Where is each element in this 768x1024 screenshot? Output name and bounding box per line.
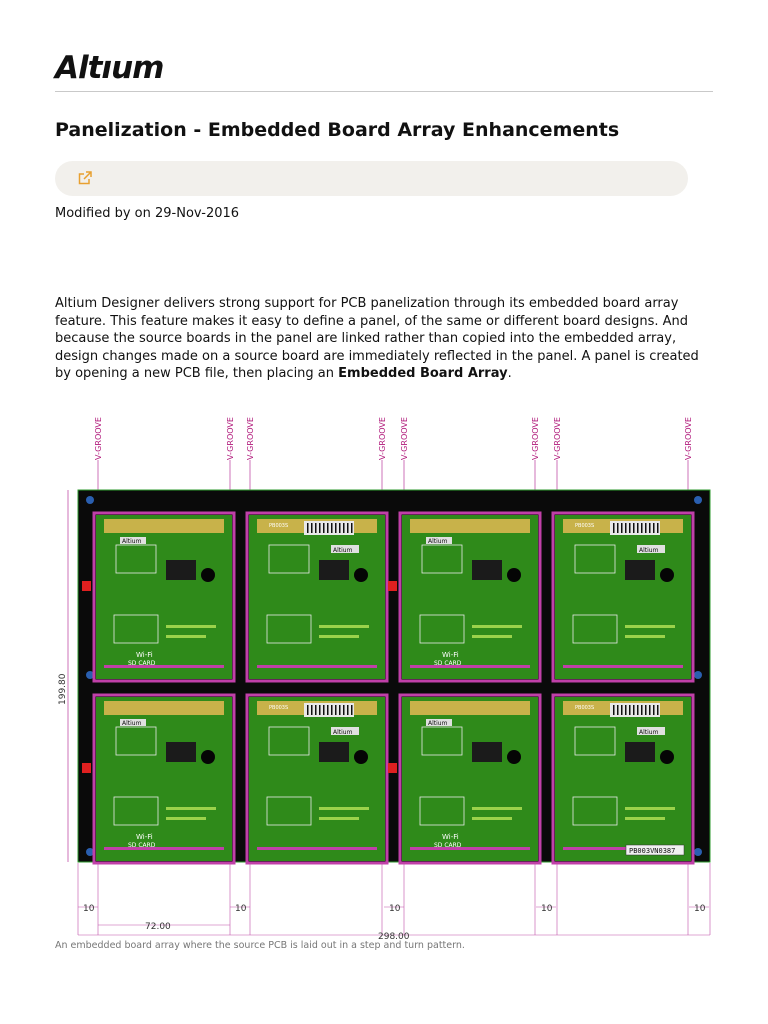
bad-board-mark — [82, 581, 91, 591]
barcode-bar — [335, 523, 337, 533]
v-groove-label: V-GROOVE — [531, 417, 540, 460]
trace — [625, 625, 675, 628]
intro-end: . — [507, 366, 512, 382]
barcode-bar — [637, 705, 639, 715]
v-groove-label: V-GROOVE — [246, 417, 255, 460]
board-label-sdcard: SD CARD — [434, 660, 462, 667]
barcode-bar — [323, 705, 325, 715]
barcode-bar — [311, 523, 313, 533]
trace — [166, 807, 216, 810]
barcode-bar — [633, 523, 635, 533]
barcode-bar — [351, 705, 353, 715]
pcb-board — [249, 697, 385, 861]
barcode-bar — [613, 705, 615, 715]
trace — [472, 807, 522, 810]
barcode-bar — [351, 523, 353, 533]
fiducial-mark — [86, 496, 94, 504]
board-logo-text: Altium — [639, 547, 659, 554]
barcode-bar — [347, 523, 349, 533]
board-label-sdcard: SD CARD — [128, 842, 156, 849]
external-link-icon[interactable] — [77, 170, 93, 186]
barcode-bar — [649, 705, 651, 715]
board-logo-text: Altium — [639, 729, 659, 736]
barcode-bar — [331, 523, 333, 533]
barcode-bar — [653, 705, 655, 715]
margin-left-label: 10 — [83, 904, 95, 914]
ic-chip — [319, 560, 349, 580]
barcode-bar — [657, 705, 659, 715]
v-groove-label: V-GROOVE — [553, 417, 562, 460]
pcb-board — [96, 697, 232, 861]
barcode-bar — [629, 523, 631, 533]
pcb-board — [555, 697, 691, 861]
barcode-bar — [653, 523, 655, 533]
modified-info — [55, 206, 239, 221]
barcode-bar — [657, 523, 659, 533]
barcode-bar — [319, 523, 321, 533]
mounting-hole — [354, 750, 368, 764]
v-groove-label: V-GROOVE — [94, 417, 103, 460]
barcode-bar — [339, 705, 341, 715]
board-label-wifi: Wi-Fi — [136, 833, 153, 841]
board-logo-text: Altium — [122, 720, 142, 727]
board-logo-text: Altium — [333, 729, 353, 736]
barcode-bar — [315, 523, 317, 533]
barcode-bar — [307, 705, 309, 715]
board-id-text: PB003S — [269, 523, 289, 529]
trace — [319, 807, 369, 810]
pcb-board — [402, 515, 538, 679]
bad-board-mark — [82, 763, 91, 773]
pcb-board — [96, 515, 232, 679]
panel-figure — [0, 395, 768, 940]
barcode-bar — [637, 523, 639, 533]
barcode-bar — [315, 705, 317, 715]
intro-text: Altium Designer delivers strong support for PCB panelization through its embedded board array feature. This feature makes it easy to define a panel, of the same or different board designs. And because the source boards in the panel are linked rather than copied into the embedded array, design changes made on a source board are immediately reflected in the panel. A panel is created by opening a new PCB file, then placing an — [55, 296, 699, 382]
barcode-bar — [613, 523, 615, 533]
mounting-hole — [354, 568, 368, 582]
trace — [319, 625, 369, 628]
pcb-board — [555, 515, 691, 679]
board-label-sdcard: SD CARD — [128, 660, 156, 667]
board-connector — [104, 519, 224, 533]
trace — [319, 817, 359, 820]
barcode-bar — [347, 705, 349, 715]
fiducial-mark — [694, 671, 702, 679]
board-logo-text: Altium — [122, 538, 142, 545]
barcode-bar — [621, 705, 623, 715]
panel-id-text: PB003VN0387 — [629, 847, 676, 855]
edge-rail — [104, 665, 224, 668]
trace — [166, 635, 206, 638]
mounting-hole — [507, 750, 521, 764]
barcode-bar — [319, 705, 321, 715]
mounting-hole — [660, 750, 674, 764]
margin-gap-3-label: 10 — [541, 904, 553, 914]
ic-chip — [472, 742, 502, 762]
barcode-bar — [645, 705, 647, 715]
board-connector — [104, 701, 224, 715]
trace — [472, 817, 512, 820]
fiducial-mark — [694, 496, 702, 504]
mounting-hole — [201, 750, 215, 764]
margin-gap-2-label: 10 — [389, 904, 401, 914]
barcode-bar — [625, 705, 627, 715]
pcb-panel-image — [0, 395, 768, 940]
trace — [166, 625, 216, 628]
height-dimension-label: 199.80 — [58, 673, 68, 705]
page-title: Panelization - Embedded Board Array Enhancements — [55, 119, 620, 141]
figure-caption: An embedded board array where the source PCB is laid out in a step and turn pattern. — [55, 940, 465, 951]
v-groove-label: V-GROOVE — [226, 417, 235, 460]
barcode-bar — [339, 523, 341, 533]
barcode-bar — [633, 705, 635, 715]
board-logo-text: Altium — [428, 720, 448, 727]
ic-chip — [166, 742, 196, 762]
header-divider — [55, 91, 713, 92]
v-groove-label: V-GROOVE — [378, 417, 387, 460]
v-groove-label: V-GROOVE — [684, 417, 693, 460]
mounting-hole — [201, 568, 215, 582]
edge-rail — [257, 847, 377, 850]
ic-chip — [166, 560, 196, 580]
board-connector — [410, 701, 530, 715]
barcode-bar — [645, 523, 647, 533]
fiducial-mark — [694, 848, 702, 856]
barcode-bar — [629, 705, 631, 715]
board-label-wifi: Wi-Fi — [442, 651, 459, 659]
barcode-bar — [335, 705, 337, 715]
board-connector — [410, 519, 530, 533]
trace — [625, 817, 665, 820]
edge-rail — [563, 665, 683, 668]
board-width-label: 72.00 — [145, 922, 171, 932]
edge-rail — [104, 847, 224, 850]
barcode-bar — [649, 523, 651, 533]
bad-board-mark — [388, 763, 397, 773]
barcode-bar — [311, 705, 313, 715]
ic-chip — [625, 742, 655, 762]
ic-chip — [625, 560, 655, 580]
pcb-board — [249, 515, 385, 679]
margin-right-label: 10 — [694, 904, 706, 914]
barcode-bar — [307, 523, 309, 533]
barcode-bar — [617, 705, 619, 715]
barcode-bar — [331, 705, 333, 715]
intro-bold-term: Embedded Board Array — [338, 366, 508, 382]
trace — [166, 817, 206, 820]
barcode-bar — [327, 523, 329, 533]
trace — [472, 635, 512, 638]
barcode-bar — [625, 523, 627, 533]
barcode-bar — [323, 523, 325, 533]
trace — [625, 635, 665, 638]
pcb-board — [402, 697, 538, 861]
ic-chip — [472, 560, 502, 580]
link-bar — [55, 161, 688, 196]
board-logo-text: Altium — [428, 538, 448, 545]
mounting-hole — [660, 568, 674, 582]
edge-rail — [257, 665, 377, 668]
trace — [472, 625, 522, 628]
barcode-bar — [343, 705, 345, 715]
mounting-hole — [507, 568, 521, 582]
barcode-bar — [641, 523, 643, 533]
bad-board-mark — [388, 581, 397, 591]
altium-logo[interactable]: Altıum — [55, 50, 164, 86]
board-logo-text: Altium — [333, 547, 353, 554]
v-groove-label: V-GROOVE — [400, 417, 409, 460]
board-id-text: PB003S — [575, 523, 595, 529]
board-label-wifi: Wi-Fi — [442, 833, 459, 841]
barcode-bar — [617, 523, 619, 533]
barcode-bar — [327, 705, 329, 715]
margin-gap-1-label: 10 — [235, 904, 247, 914]
intro-paragraph — [55, 295, 717, 383]
barcode-bar — [621, 523, 623, 533]
trace — [319, 635, 359, 638]
modified-prefix: Modified by on — [55, 206, 156, 221]
board-label-wifi: Wi-Fi — [136, 651, 153, 659]
board-label-sdcard: SD CARD — [434, 842, 462, 849]
edge-rail — [410, 665, 530, 668]
modified-date: 29-Nov-2016 — [155, 206, 240, 221]
barcode-bar — [343, 523, 345, 533]
barcode-bar — [641, 705, 643, 715]
panel-width-label: 298.00 — [378, 932, 410, 940]
edge-rail — [410, 847, 530, 850]
ic-chip — [319, 742, 349, 762]
board-id-text: PB003S — [269, 705, 289, 711]
trace — [625, 807, 675, 810]
board-id-text: PB003S — [575, 705, 595, 711]
